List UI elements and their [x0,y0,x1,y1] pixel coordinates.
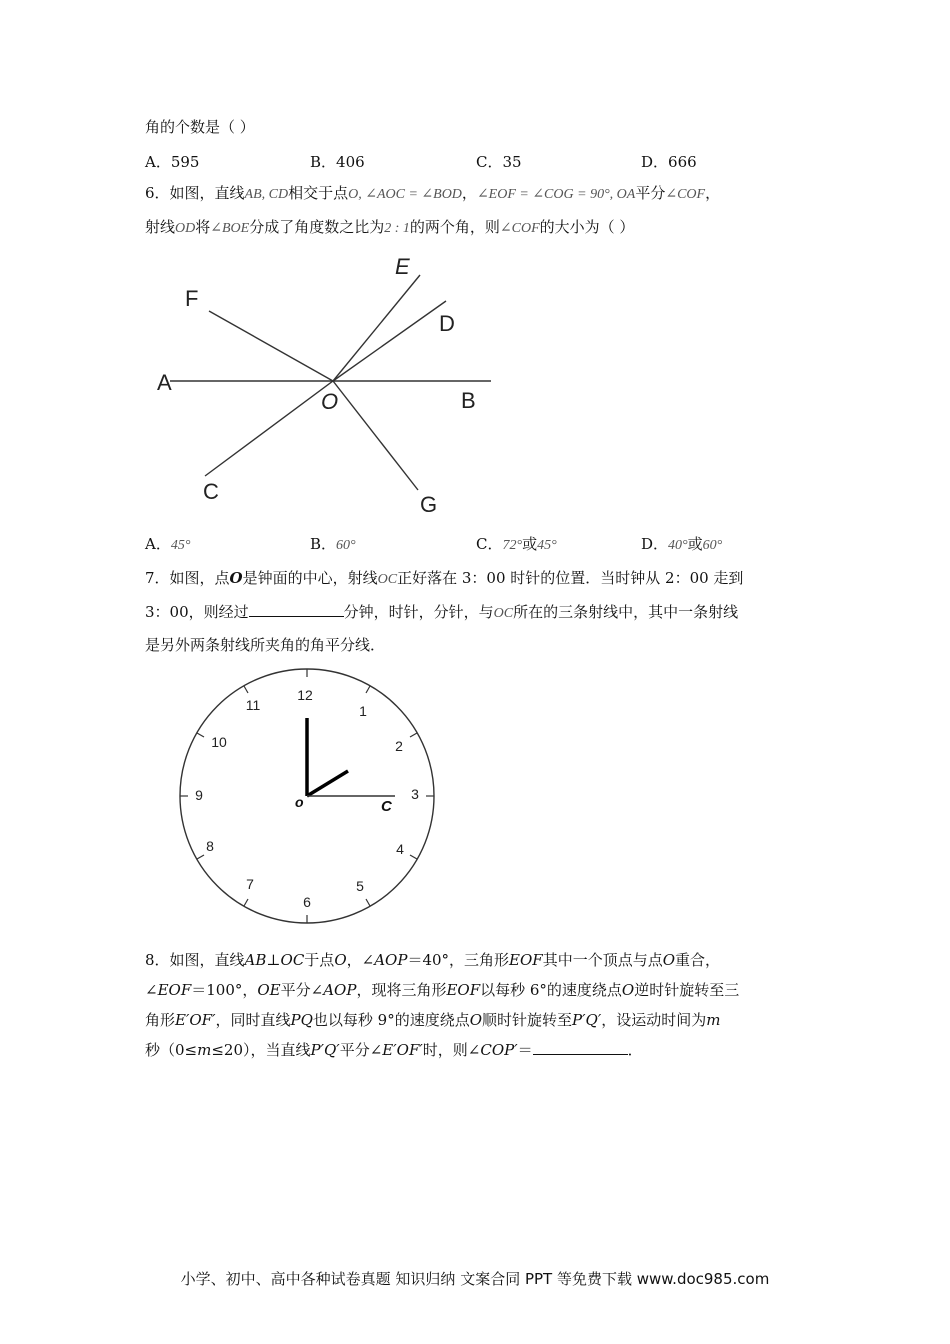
clock-num-5: 5 [356,878,364,894]
q5-option-d: D．666 [641,153,697,171]
clock-ray-label: C [381,798,392,815]
label-e: E [395,254,410,279]
q7-line-2: 3：00，则经过 分钟，时针，分针，与OC所在的三条射线中，其中一条射线 [145,603,739,621]
q7-line-1: 7．如图，点O是钟面的中心，射线OC正好落在 3：00 时针的位置．当时钟从 2：00 走到 [145,569,744,587]
clock-num-1: 1 [359,703,367,719]
q6-option-b: B．60° [310,535,356,553]
label-f: F [185,286,199,311]
q8-line-2: ∠EOF＝100°，OE平分∠AOP，现将三角形EOF以每秒 6°的速度绕点O逆时针旋转至三 [145,981,740,999]
q5-option-b: B．406 [310,153,365,171]
label-g: G [420,492,438,517]
q8-line-1: 8．如图，直线AB⊥OC于点O，∠AOP＝40°，三角形EOF其中一个顶点与点O重合， [145,951,721,969]
label-c: C [203,479,219,504]
clock-num-8: 8 [206,838,214,854]
q7-line-3: 是另外两条射线所夹角的角平分线． [145,636,386,654]
q6-line-1: 6．如图，直线AB, CD相交于点O, ∠AOC = ∠BOD，∠EOF = ∠COG = 90°, OA平分∠COF， [145,184,721,202]
q6-option-d: D．40°或60° [641,535,723,553]
q5-tail: 角的个数是（ ） [145,118,255,136]
label-o: O [321,389,339,414]
q5-option-a: A．595 [145,153,200,171]
clock-num-10: 10 [211,734,227,750]
q6-option-c: C．72°或45° [476,535,557,553]
q8-line-4: 秒（0≤m≤20），当直线P′Q′平分∠E′OF′时，则∠COP′＝ ． [145,1041,643,1059]
q6-option-a: A．45° [145,535,191,553]
clock-num-4: 4 [396,841,404,857]
q6-line-2: 射线OD将∠BOE分成了角度数之比为2 : 1的两个角，则∠COF的大小为（ ） [145,218,635,236]
clock-num-9: 9 [195,787,203,803]
clock-num-12: 12 [297,687,313,703]
label-a: A [157,370,172,395]
q8-answer-blank[interactable] [533,1040,628,1055]
hour-hand [307,771,348,796]
clock-num-7: 7 [246,876,254,892]
q5-option-c: C．35 [476,153,522,171]
clock-num-6: 6 [303,894,311,910]
clock-num-11: 11 [245,697,261,713]
label-b: B [461,388,476,413]
footer-banner: 小学、初中、高中各种试卷真题 知识归纳 文案合同 PPT 等免费下载 www.doc985.com [180,1270,770,1288]
clock-center-label: o [295,794,304,810]
label-d: D [439,311,455,336]
clock-num-2: 2 [395,738,403,754]
clock-num-3: 3 [411,786,419,802]
q8-line-3: 角形E′OF′，同时直线PQ也以每秒 9°的速度绕点O顺时针旋转至P′Q′，设运动时间为m [145,1011,721,1029]
